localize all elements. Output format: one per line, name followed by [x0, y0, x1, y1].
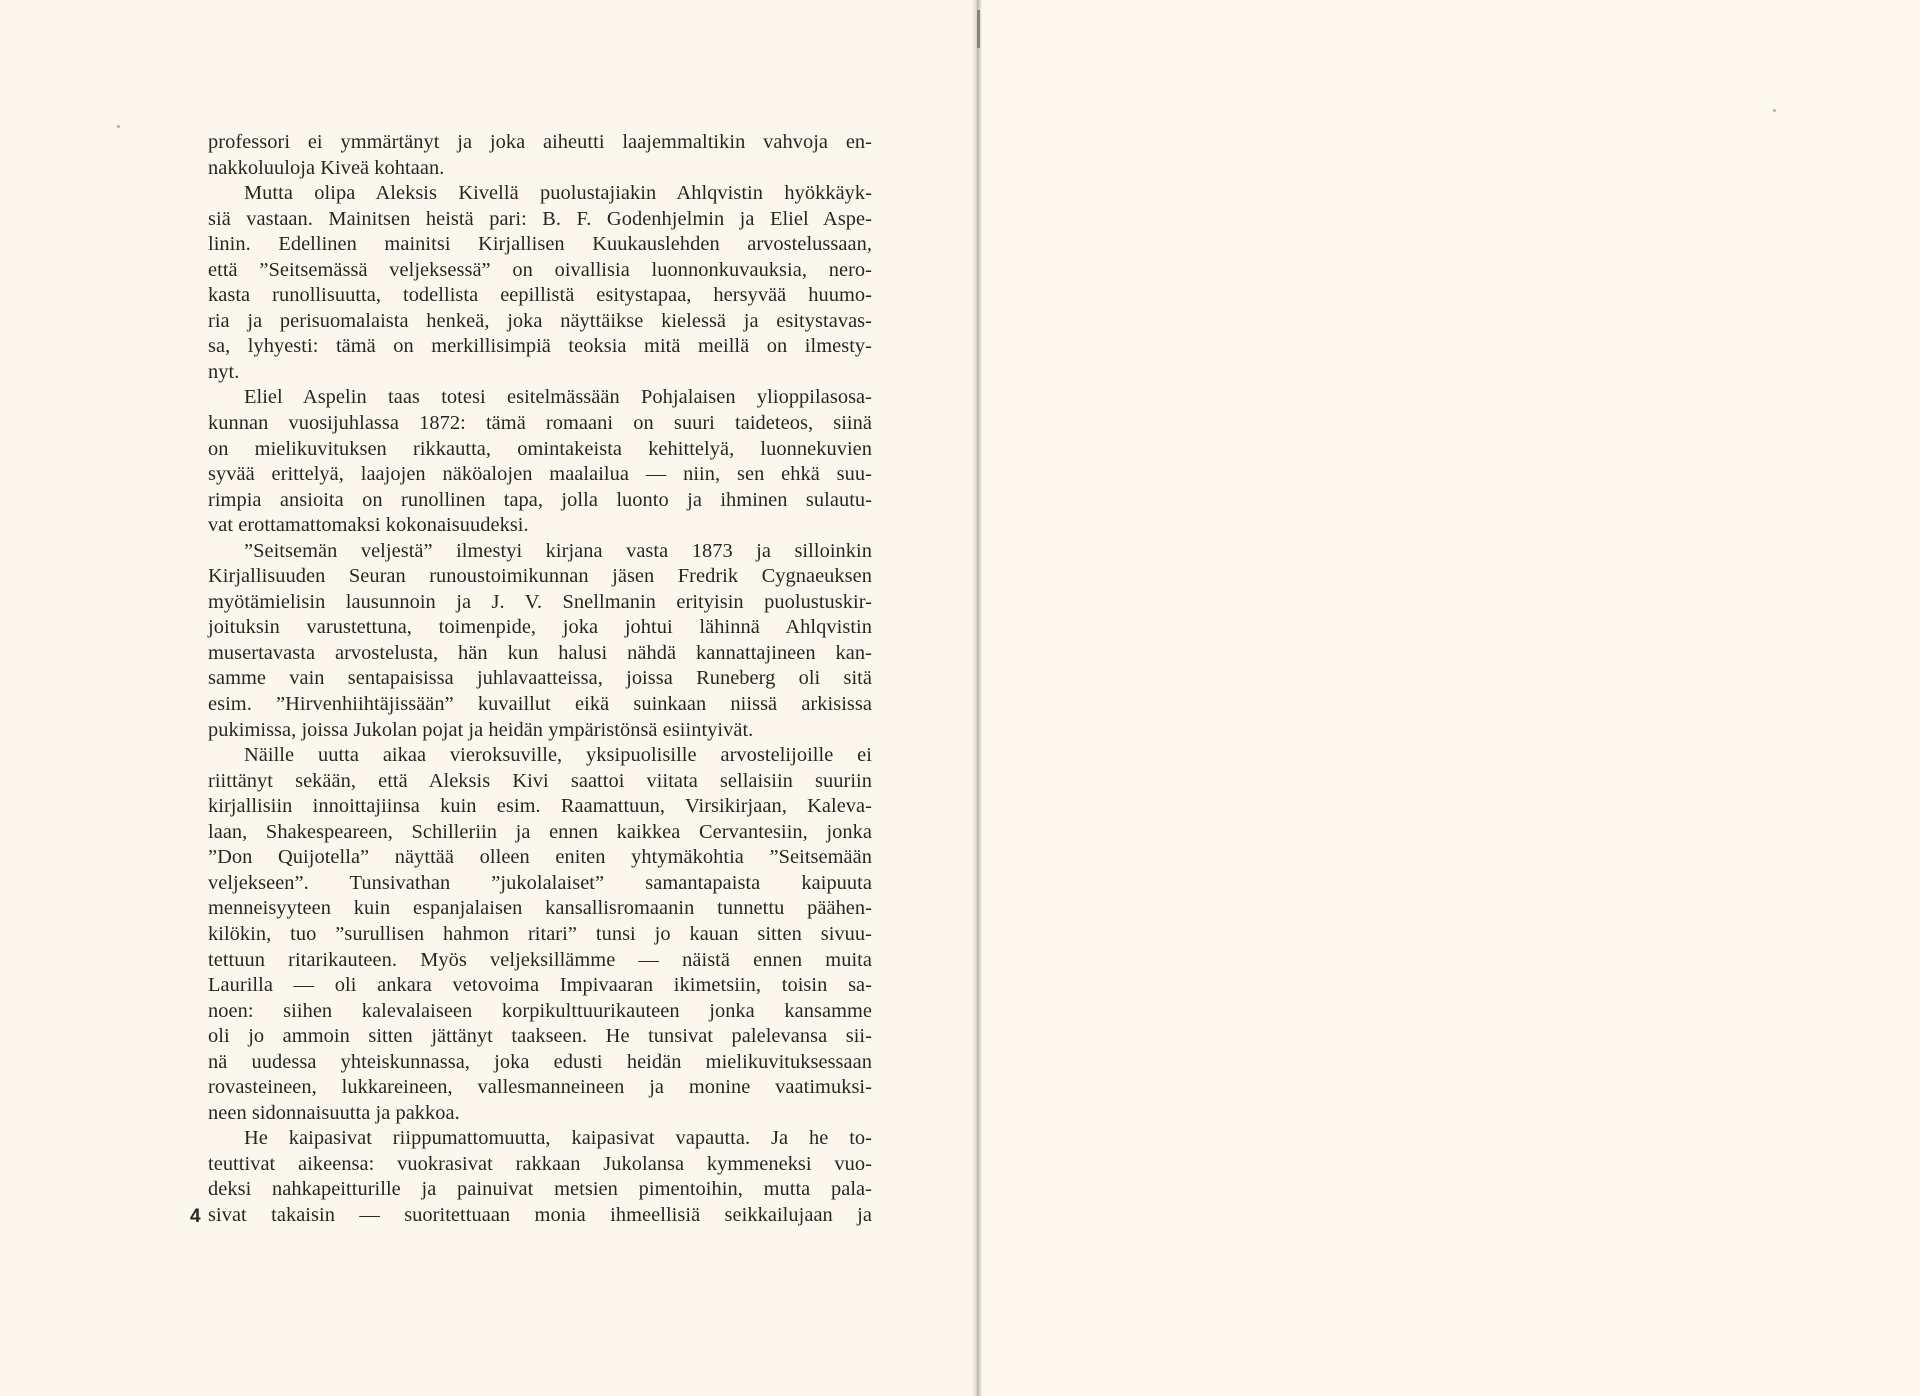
- text-line: musertavasta arvostelusta, hän kun halusi nähdä kannattajineen kan-: [208, 641, 872, 664]
- text-line: vat erottamattomaksi kokonaisuudeksi.: [208, 514, 529, 537]
- book-gutter: [972, 0, 982, 1396]
- text-line: deksi nahkapeitturille ja painuivat metsien pimentoihin, mutta pala-: [208, 1178, 872, 1201]
- text-line: Näille uutta aikaa vieroksuville, yksipuolisille arvostelijoille ei: [244, 744, 872, 767]
- text-line: on mielikuvituksen rikkautta, omintakeista kehittelyä, luonnekuvien: [208, 437, 872, 460]
- text-line: riittänyt sekään, että Aleksis Kivi saattoi viitata sellaisiin suuriin: [208, 769, 872, 792]
- right-page: [978, 0, 1920, 1396]
- text-line: että ”Seitsemässä veljeksessä” on oivallisia luonnonkuvauksia, nero-: [208, 258, 872, 281]
- left-page-text: [208, 130, 872, 1229]
- text-line: neen sidonnaisuutta ja pakkoa.: [208, 1101, 460, 1124]
- text-line: oli jo ammoin sitten jättänyt taakseen. He tunsivat palelevansa sii-: [208, 1025, 872, 1048]
- text-line: Laurilla — oli ankara vetovoima Impivaaran ikimetsiin, toisin sa-: [208, 974, 872, 997]
- text-line: nä uudessa yhteiskunnassa, joka edusti heidän mielikuvituksessaan: [208, 1050, 872, 1073]
- text-line: Eliel Aspelin taas totesi esitelmässään Pohjalaisen ylioppilasosa-: [244, 386, 872, 409]
- text-line: Mutta olipa Aleksis Kivellä puolustajiakin Ahlqvistin hyökkäyk-: [244, 182, 872, 205]
- text-line: siä vastaan. Mainitsen heistä pari: B. F. Godenhjelmin ja Eliel Aspe-: [208, 207, 872, 230]
- text-line: nakkoluuloja Kiveä kohtaan.: [208, 156, 445, 179]
- text-line: esim. ”Hirvenhiihtäjissään” kuvaillut eikä suinkaan niissä arkisissa: [208, 693, 872, 716]
- text-line: Kirjallisuuden Seuran runoustoimikunnan jäsen Fredrik Cygnaeuksen: [208, 565, 872, 588]
- text-line: kirjallisiin innoittajiinsa kuin esim. Raamattuun, Virsikirjaan, Kaleva-: [208, 795, 872, 818]
- text-line: sivat takaisin — suoritettuaan monia ihmeellisiä seikkailujaan ja: [208, 1203, 872, 1226]
- text-line: samme vain sentapaisissa juhlavaatteissa, joissa Runeberg oli sitä: [208, 667, 872, 690]
- text-line: pukimissa, joissa Jukolan pojat ja heidän ympäristönsä esiintyivät.: [208, 718, 754, 741]
- text-line: ”Don Quijotella” näyttää olleen eniten yhtymäkohtia ”Seitsemään: [208, 846, 872, 869]
- paper-speck: [1773, 109, 1776, 112]
- text-line: kunnan vuosijuhlassa 1872: tämä romaani on suuri taideteos, siinä: [208, 412, 872, 435]
- text-line: sa, lyhyesti: tämä on merkillisimpiä teoksia mitä meillä on ilmesty-: [208, 335, 872, 358]
- paper-speck: [117, 125, 120, 128]
- text-line: ”Seitsemän veljestä” ilmestyi kirjana vasta 1873 ja silloinkin: [244, 539, 872, 562]
- text-line: rimpia ansioita on runollinen tapa, jolla luonto ja ihminen sulautu-: [208, 488, 872, 511]
- page-number-left: 4: [190, 1206, 201, 1227]
- text-line: syvää erittelyä, laajojen näköalojen maalailua — niin, sen ehkä suu-: [208, 463, 872, 486]
- text-line: rovasteineen, lukkareineen, vallesmanneineen ja monine vaatimuksi-: [208, 1076, 872, 1099]
- text-line: veljekseen”. Tunsivathan ”jukolalaiset” samantapaista kaipuuta: [208, 871, 872, 894]
- text-line: He kaipasivat riippumattomuutta, kaipasivat vapautta. Ja he to-: [244, 1127, 872, 1150]
- text-line: professori ei ymmärtänyt ja joka aiheutti laajemmaltikin vahvoja en-: [208, 131, 872, 153]
- text-line: ria ja perisuomalaista henkeä, joka näyttäikse kielessä ja esitystavas-: [208, 309, 872, 332]
- text-line: tettuun ritarikauteen. Myös veljeksillämme — näistä ennen muita: [208, 948, 872, 971]
- fold-mark: [977, 10, 980, 48]
- text-line: kilökin, tuo ”surullisen hahmon ritari” tunsi jo kauan sitten sivuu-: [208, 922, 872, 945]
- text-line: teuttivat aikeensa: vuokrasivat rakkaan Jukolansa kymmeneksi vuo-: [208, 1152, 872, 1175]
- text-line: joituksin varustettuna, toimenpide, joka johtui lähinnä Ahlqvistin: [208, 616, 872, 639]
- text-line: menneisyyteen kuin espanjalaisen kansallisromaanin tunnettu päähen-: [208, 897, 872, 920]
- text-line: linin. Edellinen mainitsi Kirjallisen Kuukauslehden arvostelussaan,: [208, 233, 872, 256]
- text-line: nyt.: [208, 360, 240, 383]
- text-line: laan, Shakespeareen, Schilleriin ja ennen kaikkea Cervantesiin, jonka: [208, 820, 872, 843]
- text-line: noen: siihen kalevalaiseen korpikulttuurikauteen jonka kansamme: [208, 999, 872, 1022]
- text-line: kasta runollisuutta, todellista eepillistä esitystapaa, hersyvää huumo-: [208, 284, 872, 307]
- text-line: myötämielisin lausunnoin ja J. V. Snellmanin erityisin puolustuskir-: [208, 590, 872, 613]
